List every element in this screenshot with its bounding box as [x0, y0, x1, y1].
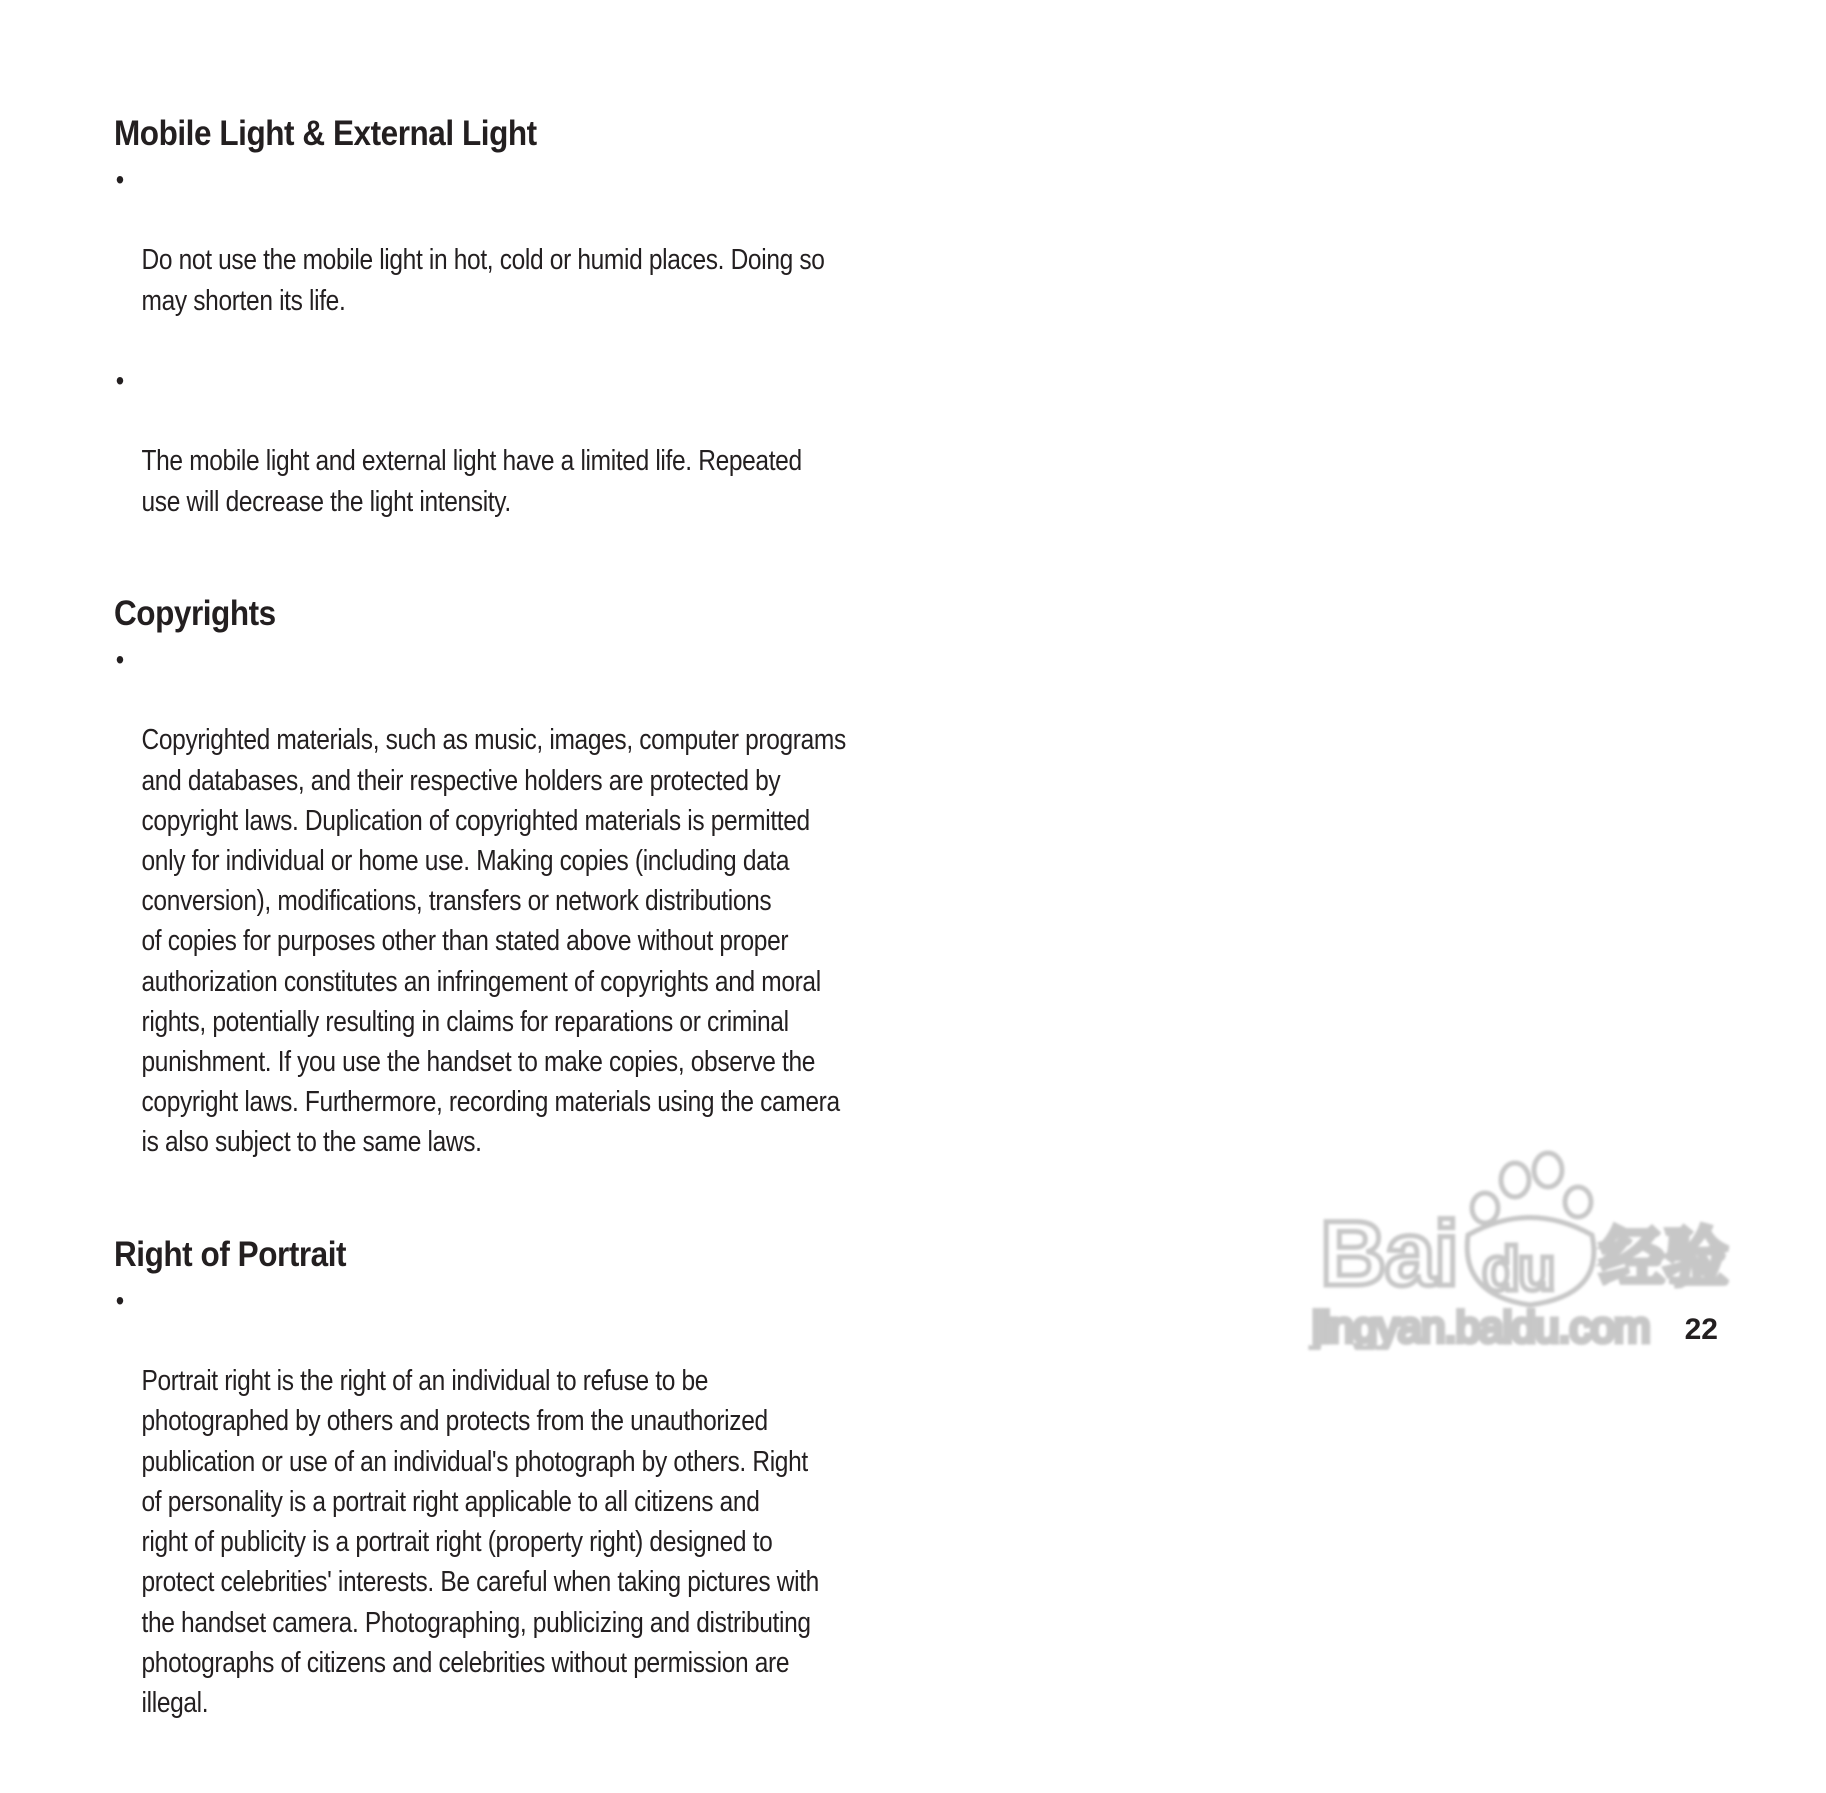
- paw-print-icon: [1472, 1153, 1591, 1223]
- bullet-text: Copyrighted materials, such as music, images, computer programs and databases, and their respective holders are protected by copyright laws. Duplication of copyrighted materials is permitted only for individual or home use. Making copies (including data conversion), modifications, transfers or network distributions of copies for purposes other than stated above without proper authorization constitutes an infringement of copyrights and moral rights, potentially resulting in claims for reparations or criminal punishment. If you use the handset to make copies, observe the copyright laws. Furthermore, recording materials using the camera is also subject to the same laws.: [141, 724, 846, 1159]
- document-body: [114, 112, 934, 1793]
- section-heading: Mobile Light & External Light: [114, 114, 537, 153]
- svg-text:jingyan.baidu.com: jingyan.baidu.com: [1312, 1303, 1650, 1350]
- bullet-text: Portrait right is the right of an individual to refuse to be photographed by others and protects from the unauthorized publication or use of an individual's photograph by others. Right of personality is a portrait right applicable to all citizens and right of publicity is a portrait right (property right) designed to protect celebrities' interests. Be careful when taking pictures with the handset camera. Photographing, publicizing and distributing photographs of citizens and celebrities without permission are illegal.: [141, 1365, 819, 1719]
- bullet-icon: •: [115, 1284, 124, 1316]
- bullet-list: [114, 160, 934, 562]
- svg-text:Bai: Bai: [1320, 1203, 1458, 1305]
- list-item: [114, 160, 933, 361]
- bullet-text: The mobile light and external light have a limited life. Repeated use will decrease the light intensity.: [141, 445, 802, 518]
- list-item: [114, 361, 933, 562]
- bullet-icon: •: [115, 164, 124, 195]
- svg-text:du: du: [1482, 1235, 1554, 1304]
- page-number: 22: [1684, 1313, 1718, 1346]
- bullet-text: Do not use the mobile light in hot, cold or humid places. Doing so may shorten its life.: [141, 244, 825, 317]
- svg-text:经验: 经验: [1600, 1222, 1728, 1294]
- list-item: [114, 640, 933, 1203]
- list-item: [114, 1281, 933, 1763]
- bullet-icon: •: [115, 365, 124, 397]
- section-heading: Right of Portrait: [114, 1234, 347, 1274]
- section-copyrights: [114, 592, 934, 1203]
- section-right-of-portrait: [114, 1233, 934, 1763]
- bullet-list: [114, 1281, 934, 1763]
- baidu-watermark-logo: [1300, 1130, 1740, 1350]
- bullet-icon: •: [115, 644, 124, 676]
- section-mobile-light: [114, 112, 934, 562]
- bullet-list: [114, 640, 934, 1203]
- section-heading: Copyrights: [114, 594, 276, 634]
